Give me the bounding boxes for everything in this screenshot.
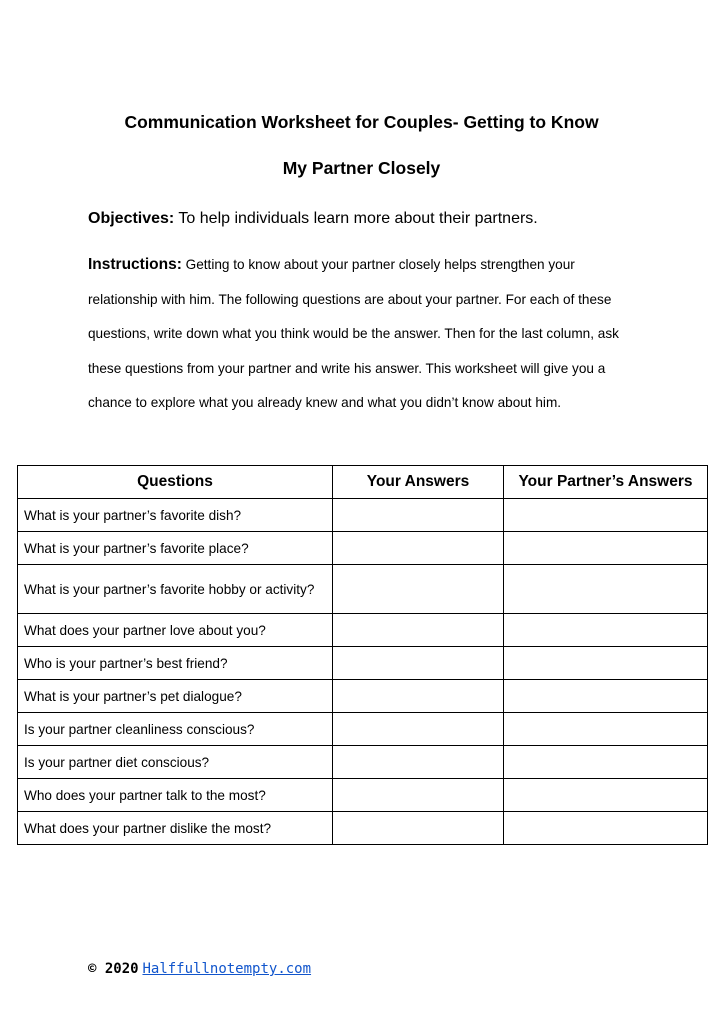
table-row (18, 647, 708, 680)
website-link[interactable]: Halffullnotempty.com (142, 961, 312, 977)
your-answer-cell[interactable] (333, 812, 504, 845)
partner-answer-cell[interactable] (504, 499, 708, 532)
your-answer-cell[interactable] (333, 713, 504, 746)
your-answer-cell[interactable] (333, 499, 504, 532)
table-row (18, 713, 708, 746)
partner-answer-cell[interactable] (504, 746, 708, 779)
instructions-paragraph (88, 248, 646, 421)
your-answer-cell[interactable] (333, 746, 504, 779)
page-title-line-1: Communication Worksheet for Couples- Getting to Know (124, 112, 599, 132)
copyright-text: © 2020 (88, 961, 139, 977)
your-answer-cell[interactable] (333, 614, 504, 647)
table-row (18, 532, 708, 565)
partner-answer-cell[interactable] (504, 779, 708, 812)
question-cell: Who does your partner talk to the most? (18, 779, 333, 812)
table-row (18, 565, 708, 614)
partner-answer-cell[interactable] (504, 812, 708, 845)
page-title-line-2: My Partner Closely (282, 158, 441, 178)
your-answer-cell[interactable] (333, 680, 504, 713)
your-answer-cell[interactable] (333, 565, 504, 614)
your-answer-cell[interactable] (333, 532, 504, 565)
objectives-paragraph (88, 208, 688, 230)
worksheet-table (17, 465, 708, 845)
question-cell: What is your partner’s favorite hobby or activity? (18, 565, 333, 614)
instructions-label: Instructions: (88, 256, 182, 273)
column-header-questions: Questions (18, 466, 333, 499)
partner-answer-cell[interactable] (504, 647, 708, 680)
table-row (18, 779, 708, 812)
question-cell: What does your partner love about you? (18, 614, 333, 647)
partner-answer-cell[interactable] (504, 614, 708, 647)
question-cell: What is your partner’s favorite place? (18, 532, 333, 565)
table-row (18, 614, 708, 647)
column-header-partner-answers: Your Partner’s Answers (504, 466, 708, 499)
question-cell: What is your partner’s favorite dish? (18, 499, 333, 532)
partner-answer-cell[interactable] (504, 565, 708, 614)
table-header-row (18, 466, 708, 499)
table-row (18, 746, 708, 779)
table-row (18, 680, 708, 713)
question-cell: Is your partner diet conscious? (18, 746, 333, 779)
question-cell: Is your partner cleanliness conscious? (18, 713, 333, 746)
your-answer-cell[interactable] (333, 647, 504, 680)
question-cell: Who is your partner’s best friend? (18, 647, 333, 680)
table-row (18, 812, 708, 845)
partner-answer-cell[interactable] (504, 713, 708, 746)
your-answer-cell[interactable] (333, 779, 504, 812)
column-header-your-answers: Your Answers (333, 466, 504, 499)
instructions-text: Getting to know about your partner closely helps strengthen your relationship with him. The following questions are about your partner. For each of these questions, write down what you think would be the answer. Then for the last column, ask these questions from your partner and write his answer. This worksheet will give you a chance to explore what you already knew and what you didn’t know about him. (88, 257, 619, 410)
partner-answer-cell[interactable] (504, 532, 708, 565)
question-cell: What is your partner’s pet dialogue? (18, 680, 333, 713)
objectives-text: To help individuals learn more about their partners. (174, 210, 538, 227)
objectives-label: Objectives: (88, 210, 175, 227)
table-row (18, 499, 708, 532)
footer (88, 959, 311, 978)
question-cell: What does your partner dislike the most? (18, 812, 333, 845)
partner-answer-cell[interactable] (504, 680, 708, 713)
